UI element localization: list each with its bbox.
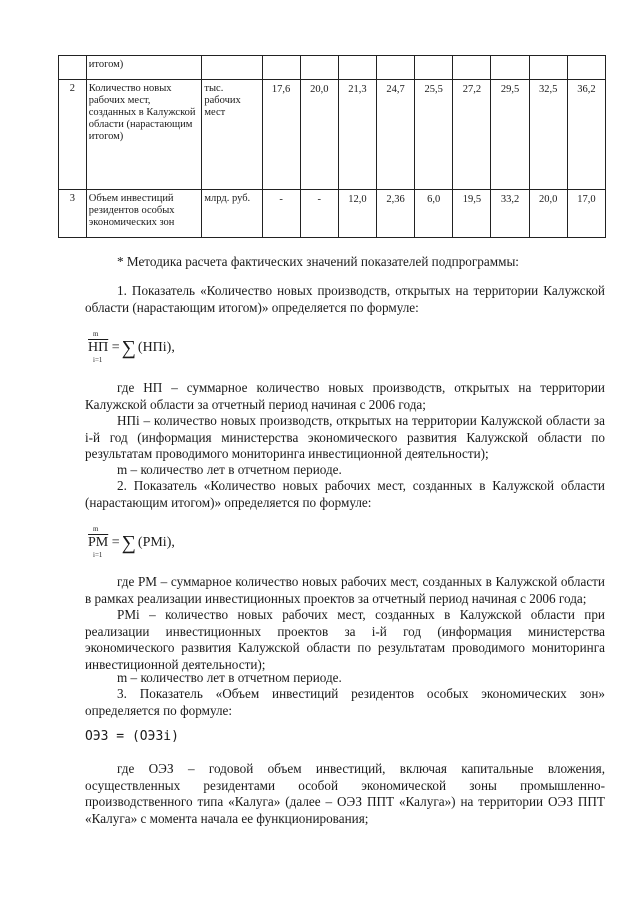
indicator-value [491, 56, 529, 80]
paragraph-indicator-2: 2. Показатель «Количество новых рабочих мест, созданных в Калужской области (нарастающим итогом)» определяется по формуле: [85, 478, 605, 510]
formula-rm-upper: m [93, 524, 99, 533]
indicator-unit [202, 56, 262, 80]
formula-rm-rhs: (РМi), [137, 534, 175, 550]
indicator-name: Объем инвестиций резидентов особых экономических зон [86, 190, 202, 238]
indicator-value [453, 56, 491, 80]
paragraph-indicator-3: 3. Показатель «Объем инвестиций резидентов особых экономических зон» определяется по формуле: [85, 686, 605, 718]
paragraph-np-def: где НП – суммарное количество новых производств, открытых на территории Калужской области за отчетный период начиная с 2006 года; [85, 380, 605, 412]
formula-np-lhs: НП [88, 339, 109, 355]
indicator-value: 6,0 [415, 190, 453, 238]
formula-np [88, 329, 175, 364]
indicator-name: Количество новых рабочих мест, созданных в Калужской области (нарастающим итогом) [86, 80, 202, 190]
paragraph-rmi-def: РМi – количество новых рабочих мест, созданных в Калужской области при реализации инвестиционных проектов за i-й год (информация министерства экономического развития Калужской области по результатам проводимого мониторинга инвестиционной деятельности); [85, 607, 605, 672]
formula-rm [88, 524, 175, 559]
indicator-value [300, 56, 338, 80]
indicator-value: 20,0 [529, 190, 567, 238]
indicator-value: - [300, 190, 338, 238]
table-row [59, 56, 606, 80]
table-row [59, 80, 606, 190]
formula-np-lower: i=1 [93, 355, 103, 364]
methodology-title: * Методика расчета фактических значений показателей подпрограммы: [117, 254, 519, 269]
paragraph-rm-def: где РМ – суммарное количество новых рабочих мест, созданных в Калужской области в рамках реализации инвестиционных проектов за отчетный период начиная с 2006 года; [85, 574, 605, 606]
formula-np-eq: = [111, 339, 120, 355]
sigma-icon: ∑ [121, 337, 136, 359]
paragraph-m-def-2: m – количество лет в отчетном периоде. [117, 670, 342, 685]
indicator-value: - [262, 190, 300, 238]
row-number [59, 56, 87, 80]
indicator-unit: млрд. руб. [202, 190, 262, 238]
indicator-value: 32,5 [529, 80, 567, 190]
indicator-name: итогом) [86, 56, 202, 80]
row-number: 2 [59, 80, 87, 190]
indicator-value: 27,2 [453, 80, 491, 190]
paragraph-m-def-1: m – количество лет в отчетном периоде. [117, 462, 342, 477]
indicator-value: 17,0 [567, 190, 605, 238]
indicator-value: 29,5 [491, 80, 529, 190]
indicator-value: 20,0 [300, 80, 338, 190]
formula-rm-lhs: РМ [88, 534, 109, 550]
row-number: 3 [59, 190, 87, 238]
indicator-value: 24,7 [376, 80, 414, 190]
formula-oez: ОЭЗ = (ОЭЗi) [85, 729, 179, 744]
indicator-value: 12,0 [338, 190, 376, 238]
indicator-value [529, 56, 567, 80]
formula-np-rhs: (НПi), [137, 339, 175, 355]
paragraph-indicator-1: 1. Показатель «Количество новых производств, открытых на территории Калужской области (нарастающим итогом)» определяется по формуле: [85, 283, 605, 315]
formula-rm-eq: = [111, 534, 120, 550]
paragraph-npi-def: НПi – количество новых производств, открытых на территории Калужской области за i-й год (информация министерства экономического развития Калужской области по результатам проводимого мониторинга инвестиционной деятельности); [85, 413, 605, 461]
indicator-value: 36,2 [567, 80, 605, 190]
sigma-icon: ∑ [121, 532, 136, 554]
table-row [59, 190, 606, 238]
indicator-value [262, 56, 300, 80]
indicator-value: 21,3 [338, 80, 376, 190]
indicator-value: 33,2 [491, 190, 529, 238]
indicators-table [58, 55, 606, 238]
indicator-value [338, 56, 376, 80]
formula-np-upper: m [93, 329, 99, 338]
indicator-value [567, 56, 605, 80]
indicator-value [376, 56, 414, 80]
indicator-value: 25,5 [415, 80, 453, 190]
indicator-value: 17,6 [262, 80, 300, 190]
indicator-value: 2,36 [376, 190, 414, 238]
paragraph-oez-def: где ОЭЗ – годовой объем инвестиций, включая капитальные вложения, осуществленных резидентами особой экономической зоны промышленно-производственного типа «Калуга» (далее – ОЭЗ ППТ «Калуга») на территории ОЭЗ ППТ «Калуга» с момента начала ее функционирования; [85, 761, 605, 826]
indicator-value: 19,5 [453, 190, 491, 238]
indicator-value [415, 56, 453, 80]
formula-rm-lower: i=1 [93, 550, 103, 559]
indicator-unit: тыс. рабочих мест [202, 80, 262, 190]
